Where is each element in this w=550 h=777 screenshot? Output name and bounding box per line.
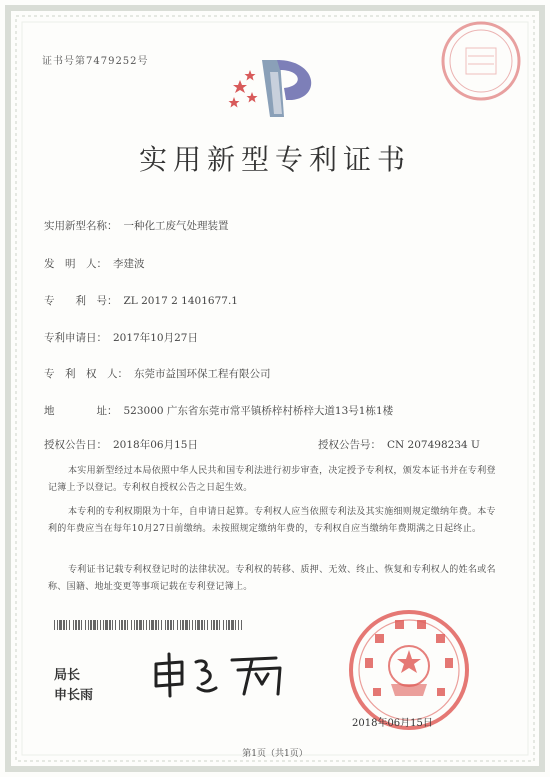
certificate-title: 实用新型专利证书 <box>138 143 411 176</box>
field-label: 实用新型名称： <box>44 220 118 232</box>
field-patent-number <box>44 293 238 308</box>
field-value: 一种化工废气处理装置 <box>123 220 229 232</box>
page-footer: 第1页（共1页） <box>242 749 308 759</box>
field-utility-model-name <box>44 218 229 233</box>
field-value: 523000 广东省东莞市常平镇桥梓村桥梓大道13号1栋1楼 <box>123 405 394 417</box>
field-grant-date <box>44 437 198 452</box>
top-seal-stamp <box>438 18 524 104</box>
director-name: 申长雨 <box>54 688 94 703</box>
field-label: 专利申请日： <box>44 332 107 344</box>
field-label: 发 明 人： <box>44 258 107 270</box>
director-title: 局长 <box>54 668 81 683</box>
director-signature <box>148 648 298 700</box>
paragraph-term-fees: 本专利的专利权期限为十年，自申请日起算。专利权人应当依照专利法及其实施细则规定缴纳年费。本专利的年费应当在每年10月27日前缴纳。未按照规定缴纳年费的，专利权自应当缴纳年费期满之日起终止。 <box>48 507 496 534</box>
field-value: 2017年10月27日 <box>113 332 198 344</box>
field-value: ZL 2017 2 1401677.1 <box>123 295 238 307</box>
patent-office-logo <box>222 52 332 122</box>
field-label: 地 址： <box>44 405 118 417</box>
field-label: 专 利 号： <box>44 295 118 307</box>
barcode <box>54 620 244 630</box>
field-value: CN 207498234 U <box>387 439 480 451</box>
field-patentee <box>44 366 271 381</box>
field-value: 李建波 <box>113 258 145 270</box>
field-label: 授权公告号： <box>318 439 381 451</box>
field-label: 授权公告日： <box>44 439 107 451</box>
field-value: 东莞市益国环保工程有限公司 <box>134 368 271 380</box>
field-value: 2018年06月15日 <box>113 439 198 451</box>
field-filing-date <box>44 330 198 345</box>
field-inventor <box>44 256 145 271</box>
paragraph-grant-notice: 本实用新型经过本局依照中华人民共和国专利法进行初步审查，决定授予专利权，颁发本证书并在专利登记簿上予以登记。专利权自授权公告之日起生效。 <box>48 466 496 493</box>
certificate-number: 证书号第7479252号 <box>42 56 149 67</box>
field-label: 专 利 权 人： <box>44 368 128 380</box>
seal-date: 2018年06月15日 <box>352 718 433 729</box>
paragraph-legal-status: 专利证书记载专利权登记时的法律状况。专利权的转移、质押、无效、终止、恢复和专利权人的姓名或名称、国籍、地址变更等事项记载在专利登记簿上。 <box>48 565 496 592</box>
field-address <box>44 403 393 418</box>
field-grant-number <box>318 437 480 452</box>
